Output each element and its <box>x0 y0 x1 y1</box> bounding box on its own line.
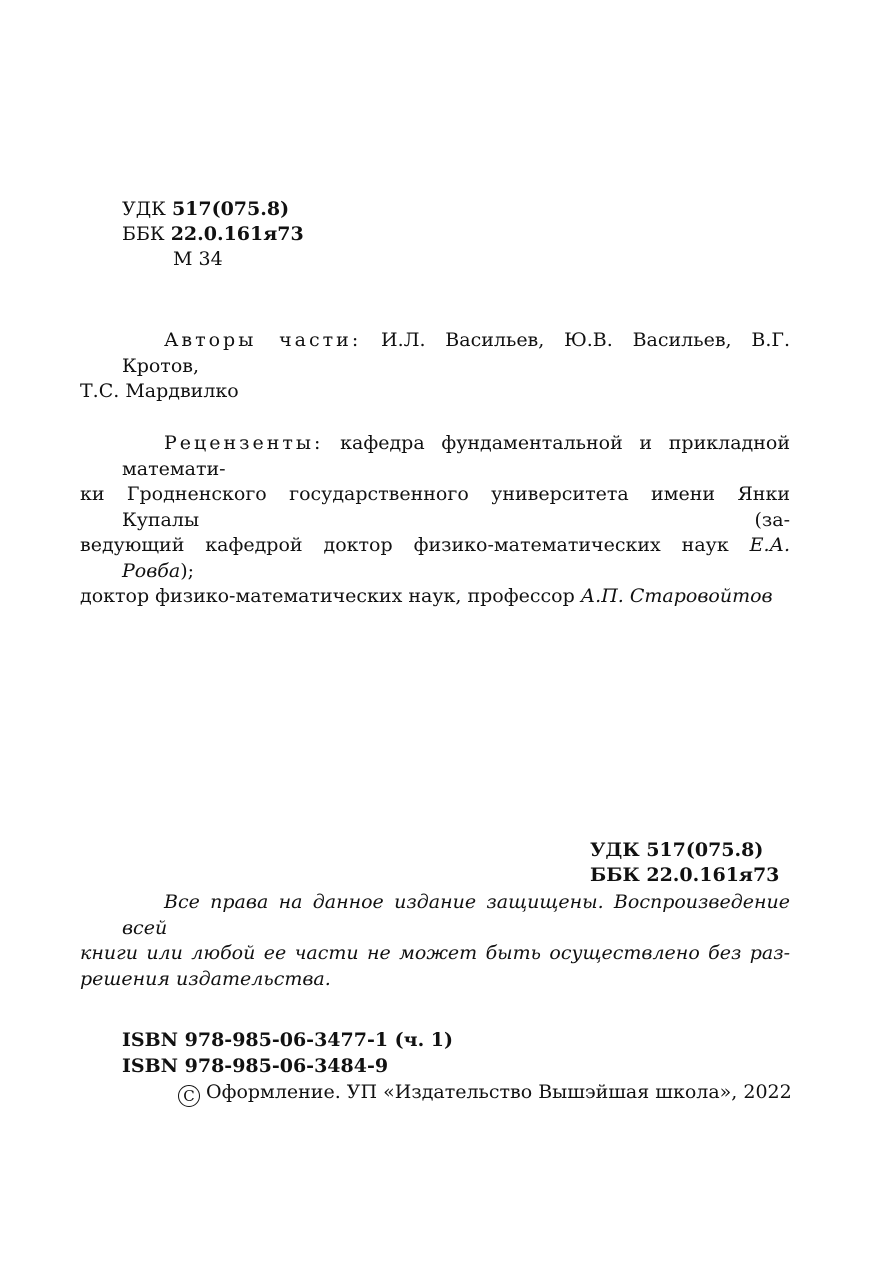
rights-paragraph: Все права на данное издание защищены. Воспроизведение всей книги или любой ее части не может быть осуществлено без раз- решения издательства. <box>80 891 790 990</box>
reviewer-name-rovba: Е.А. Ровба <box>122 534 790 582</box>
authors-names: И.Л. Васильев, Ю.В. Васильев, В.Г. Кротов, <box>122 329 790 377</box>
bbk-code-bottom: ББК 22.0.161я73 <box>590 864 780 886</box>
udk-code-bottom: УДК 517(075.8) <box>590 839 764 861</box>
authors-paragraph <box>80 328 790 405</box>
reviewer-name-starovoitov: А.П. Старовойтов <box>580 585 773 607</box>
copyright-icon: C <box>178 1085 200 1107</box>
bbk-code-top: ББК 22.0.161я73 <box>122 223 304 245</box>
isbn-part1: ISBN 978-985-06-3477-1 (ч. 1) <box>122 1029 454 1051</box>
udk-code-top: УДК 517(075.8) <box>122 198 290 220</box>
reviewers-lead: Рецензенты: <box>164 432 324 454</box>
authors-names-cont: Т.С. Мардвилко <box>80 380 239 402</box>
reviewers-paragraph: Рецензенты: кафедра фундаментальной и прикладной математи- ки Гродненского государственного университета имени Янки Купалы (за- ведующий кафедрой доктор физико-математических наук Е.А. Ровба); доктор физико-математических наук, профессор А.П. Старовойтов <box>80 432 790 607</box>
copyright-text: Оформление. УП «Издательство Вышэйшая школа», 2022 <box>206 1081 792 1103</box>
authors-lead: Авторы части: <box>164 329 362 351</box>
copyright-line <box>178 1081 792 1107</box>
author-sign: М 34 <box>173 248 223 270</box>
isbn-set: ISBN 978-985-06-3484-9 <box>122 1055 389 1077</box>
